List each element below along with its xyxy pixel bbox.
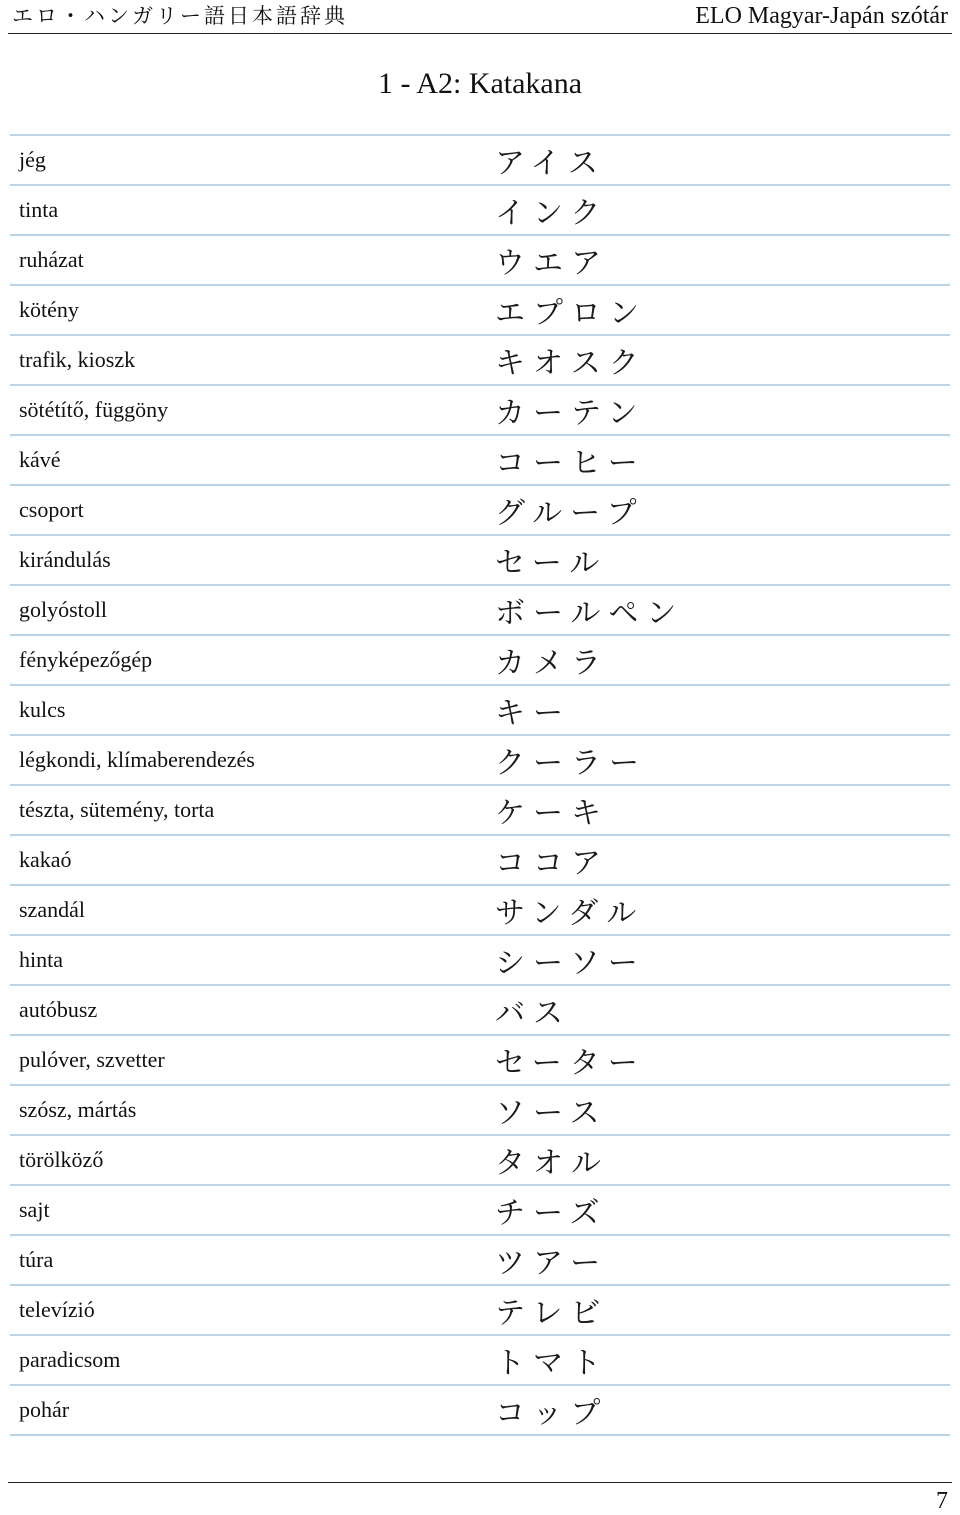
katakana-word: クーラー bbox=[495, 746, 647, 781]
katakana-word: バス bbox=[495, 996, 571, 1031]
hungarian-word: tinta bbox=[19, 197, 59, 222]
table-row bbox=[10, 886, 950, 936]
katakana-word: テレビ bbox=[495, 1296, 609, 1331]
hungarian-word: légkondi, klímaberendezés bbox=[19, 747, 255, 772]
hungarian-word: hinta bbox=[19, 947, 63, 972]
katakana-word: ボールペン bbox=[495, 596, 685, 631]
page-number: 7 bbox=[936, 1488, 948, 1514]
hungarian-word: televízió bbox=[19, 1297, 95, 1322]
katakana-word: コップ bbox=[495, 1396, 609, 1431]
katakana-word: トマト bbox=[495, 1346, 609, 1381]
hungarian-word: csoport bbox=[19, 497, 84, 522]
table-row bbox=[10, 1386, 950, 1436]
katakana-word: セーター bbox=[495, 1046, 646, 1081]
hungarian-word: paradicsom bbox=[19, 1347, 121, 1372]
katakana-word: インク bbox=[495, 196, 609, 231]
table-row bbox=[10, 436, 950, 486]
footer-divider bbox=[8, 1482, 952, 1483]
table-row bbox=[10, 586, 950, 636]
katakana-word: カメラ bbox=[495, 646, 609, 681]
table-row bbox=[10, 186, 950, 236]
table-row bbox=[10, 836, 950, 886]
table-row bbox=[10, 786, 950, 836]
katakana-word: グループ bbox=[495, 496, 645, 531]
table-row bbox=[10, 1086, 950, 1136]
table-row bbox=[10, 336, 950, 386]
katakana-word: ウエア bbox=[495, 246, 609, 281]
table-row bbox=[10, 1336, 950, 1386]
hungarian-word: pulóver, szvetter bbox=[19, 1047, 165, 1072]
hungarian-word: kávé bbox=[19, 447, 61, 472]
katakana-word: サンダル bbox=[495, 896, 645, 931]
table-row bbox=[10, 386, 950, 436]
katakana-word: ツアー bbox=[495, 1246, 609, 1281]
hungarian-word: szandál bbox=[19, 897, 85, 922]
katakana-word: チーズ bbox=[495, 1196, 608, 1231]
hungarian-word: fényképezőgép bbox=[19, 647, 153, 672]
katakana-word: キオスク bbox=[495, 346, 647, 381]
header-title-hungarian: ELO Magyar-Japán szótár bbox=[695, 3, 948, 29]
hungarian-word: kirándulás bbox=[19, 547, 111, 572]
hungarian-word: jég bbox=[19, 147, 46, 172]
katakana-word: コーヒー bbox=[495, 446, 646, 481]
table-row bbox=[10, 1136, 950, 1186]
table-row bbox=[10, 736, 950, 786]
table-row bbox=[10, 486, 950, 536]
header-title-japanese: エロ・ハンガリー語日本語辞典 bbox=[12, 4, 348, 28]
hungarian-word: golyóstoll bbox=[19, 597, 108, 622]
katakana-word: タオル bbox=[495, 1146, 609, 1181]
hungarian-word: szósz, mártás bbox=[19, 1097, 137, 1122]
katakana-word: セール bbox=[495, 546, 608, 581]
katakana-word: エプロン bbox=[495, 296, 647, 331]
table-row bbox=[10, 536, 950, 586]
table-row bbox=[10, 236, 950, 286]
table-row bbox=[10, 136, 950, 186]
hungarian-word: sajt bbox=[19, 1197, 50, 1222]
hungarian-word: kulcs bbox=[19, 697, 66, 722]
hungarian-word: törölköző bbox=[19, 1147, 104, 1172]
table-row bbox=[10, 1036, 950, 1086]
hungarian-word: túra bbox=[19, 1247, 54, 1272]
header-divider bbox=[8, 33, 952, 34]
table-row bbox=[10, 1286, 950, 1336]
page-title: 1 - A2: Katakana bbox=[377, 67, 583, 100]
table-row bbox=[10, 286, 950, 336]
table-row bbox=[10, 1186, 950, 1236]
hungarian-word: kakaó bbox=[19, 847, 72, 872]
katakana-word: ケーキ bbox=[495, 796, 609, 831]
katakana-word: ソース bbox=[495, 1096, 608, 1131]
hungarian-word: ruházat bbox=[19, 247, 84, 272]
vocabulary-table bbox=[10, 134, 950, 1436]
hungarian-word: kötény bbox=[19, 297, 79, 322]
table-row bbox=[10, 1236, 950, 1286]
katakana-word: ココア bbox=[495, 846, 609, 881]
hungarian-word: trafik, kioszk bbox=[19, 347, 136, 372]
table-row bbox=[10, 936, 950, 986]
katakana-word: シーソー bbox=[495, 946, 646, 981]
katakana-word: キー bbox=[495, 696, 571, 731]
hungarian-word: sötétítő, függöny bbox=[19, 397, 169, 422]
hungarian-word: tészta, sütemény, torta bbox=[19, 797, 215, 822]
hungarian-word: autóbusz bbox=[19, 997, 98, 1022]
table-row bbox=[10, 986, 950, 1036]
table-row bbox=[10, 636, 950, 686]
hungarian-word: pohár bbox=[19, 1397, 70, 1422]
table-row bbox=[10, 686, 950, 736]
katakana-word: アイス bbox=[495, 146, 606, 181]
katakana-word: カーテン bbox=[495, 396, 646, 431]
